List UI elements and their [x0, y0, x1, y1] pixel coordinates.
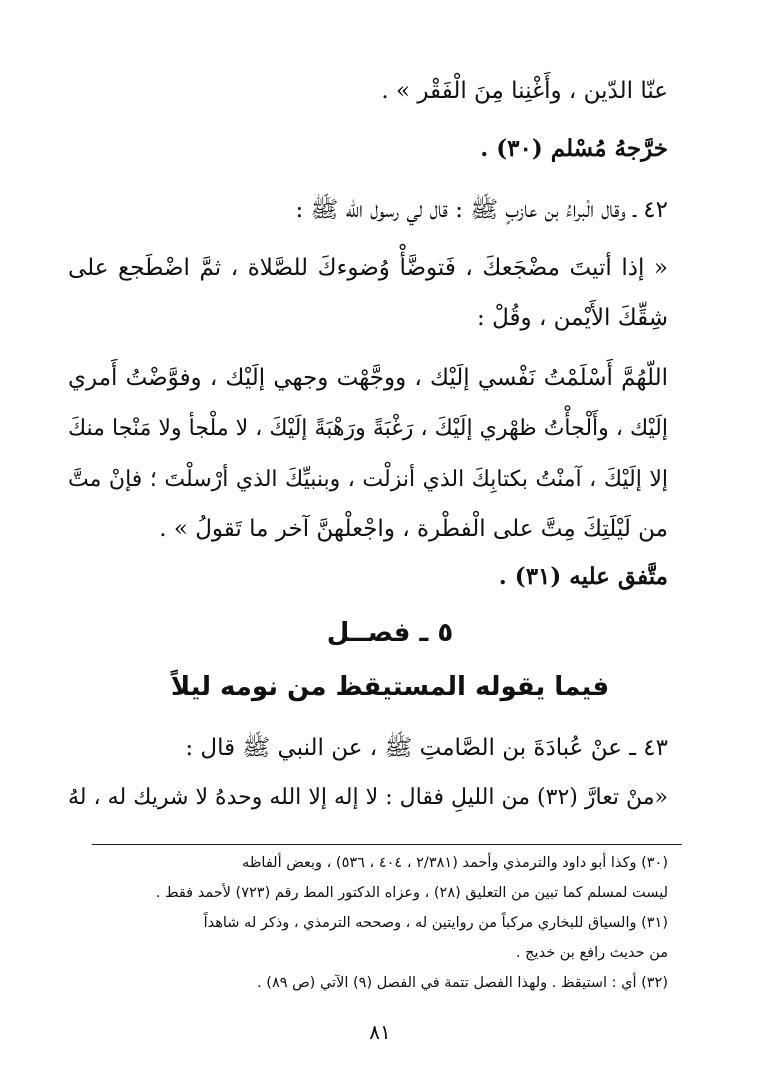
- hadith-42-intro: ٤٢ ـ وقال الْبراءُ بن عازبٍ ﷺ : قال لي رسول الله ﷺ :: [295, 197, 668, 223]
- text-line-5: شِقِّكَ الأَيْمن ، وقُلْ :: [477, 305, 668, 331]
- page-number: ٨١: [369, 1020, 391, 1044]
- section-title: ٥ ـ فصــل: [326, 618, 454, 648]
- section-subtitle: فيما يقوله المستيقظ من نومه ليلاً: [170, 672, 610, 702]
- hadith-43-intro: ٤٣ ـ عنْ عُبادَةَ بن الصَّامتِ ﷺ ، عن النبي ﷺ قال :: [185, 735, 668, 761]
- text-line-1: عنّا الدّين ، وأَغْنِنا مِنَ الْفَقْر » .: [381, 78, 668, 104]
- footnote-32: (٣٢) أي : استيقظ . ولهذا الفصل تتمة في الفصل (٩) الآتي (ص ٨٩) .: [257, 975, 668, 991]
- text-line-12: «منْ تعارَّ (٣٢) من الليلِ فقال : لا إله إلا الله وحدهُ لا شريك له ، لهُ: [68, 785, 668, 810]
- footnote-30-line-1: (٣٠) وكذا أبو داود والترمذي وأحمد (٢/٣٨١ ، ٤٠٤ ، ٥٣٦) ، وبعض ألفاظه: [242, 855, 668, 871]
- text-line-9: من لَيْلَتِكَ مِتَّ على الْفطْرة ، واجْعلْهنَّ آخر ما تَقولُ » .: [159, 516, 668, 542]
- footnote-31-line-2: من حديث رافع بن خديج .: [515, 945, 668, 961]
- text-line-4: « إذا أتيتَ مضْجَعكَ ، فَتوضَّأْ وُضوءكَ للصَّلاة ، ثمَّ اضْطَجع على: [68, 255, 668, 281]
- footnote-30-line-2: ليست لمسلم كما تبين من التعليق (٢٨) ، وعزاه الدكتور المط رقم (٧٢٣) لأحمد فقط .: [155, 885, 668, 901]
- text-line-8: إلا إلَيْكَ ، آمنْتُ بكتابِكَ الذي أنزلْت ، وبنبيِّكَ الذي أرْسلْتَ ؛ فإنْ متَّ: [68, 467, 668, 492]
- hadith-source-line: خرَّجهُ مُسْلم (٣٠) .: [480, 135, 668, 162]
- footnote-divider: [92, 844, 682, 845]
- text-line-7: إلَيْك ، وأَلْجأْتُ ظهْري إلَيْكَ ، رَغْبَةً ورَهْبَةً إلَيْكَ ، لا ملْجأ ولا مَنْجا منكَ: [68, 416, 668, 441]
- footnote-31-line-1: (٣١) والسياق للبخاري مركباً من روايتين له ، وصححه الترمذي ، وذكر له شاهداً: [203, 915, 668, 931]
- hadith-source-line-2: متَّفق عليه (٣١) .: [498, 563, 668, 590]
- text-line-6: اللّهُمَّ أَسْلَمْتُ نَفْسي إلَيْك ، ووجَّهْت وجهي إلَيْك ، وفوَّضْتُ أَمري: [68, 365, 668, 391]
